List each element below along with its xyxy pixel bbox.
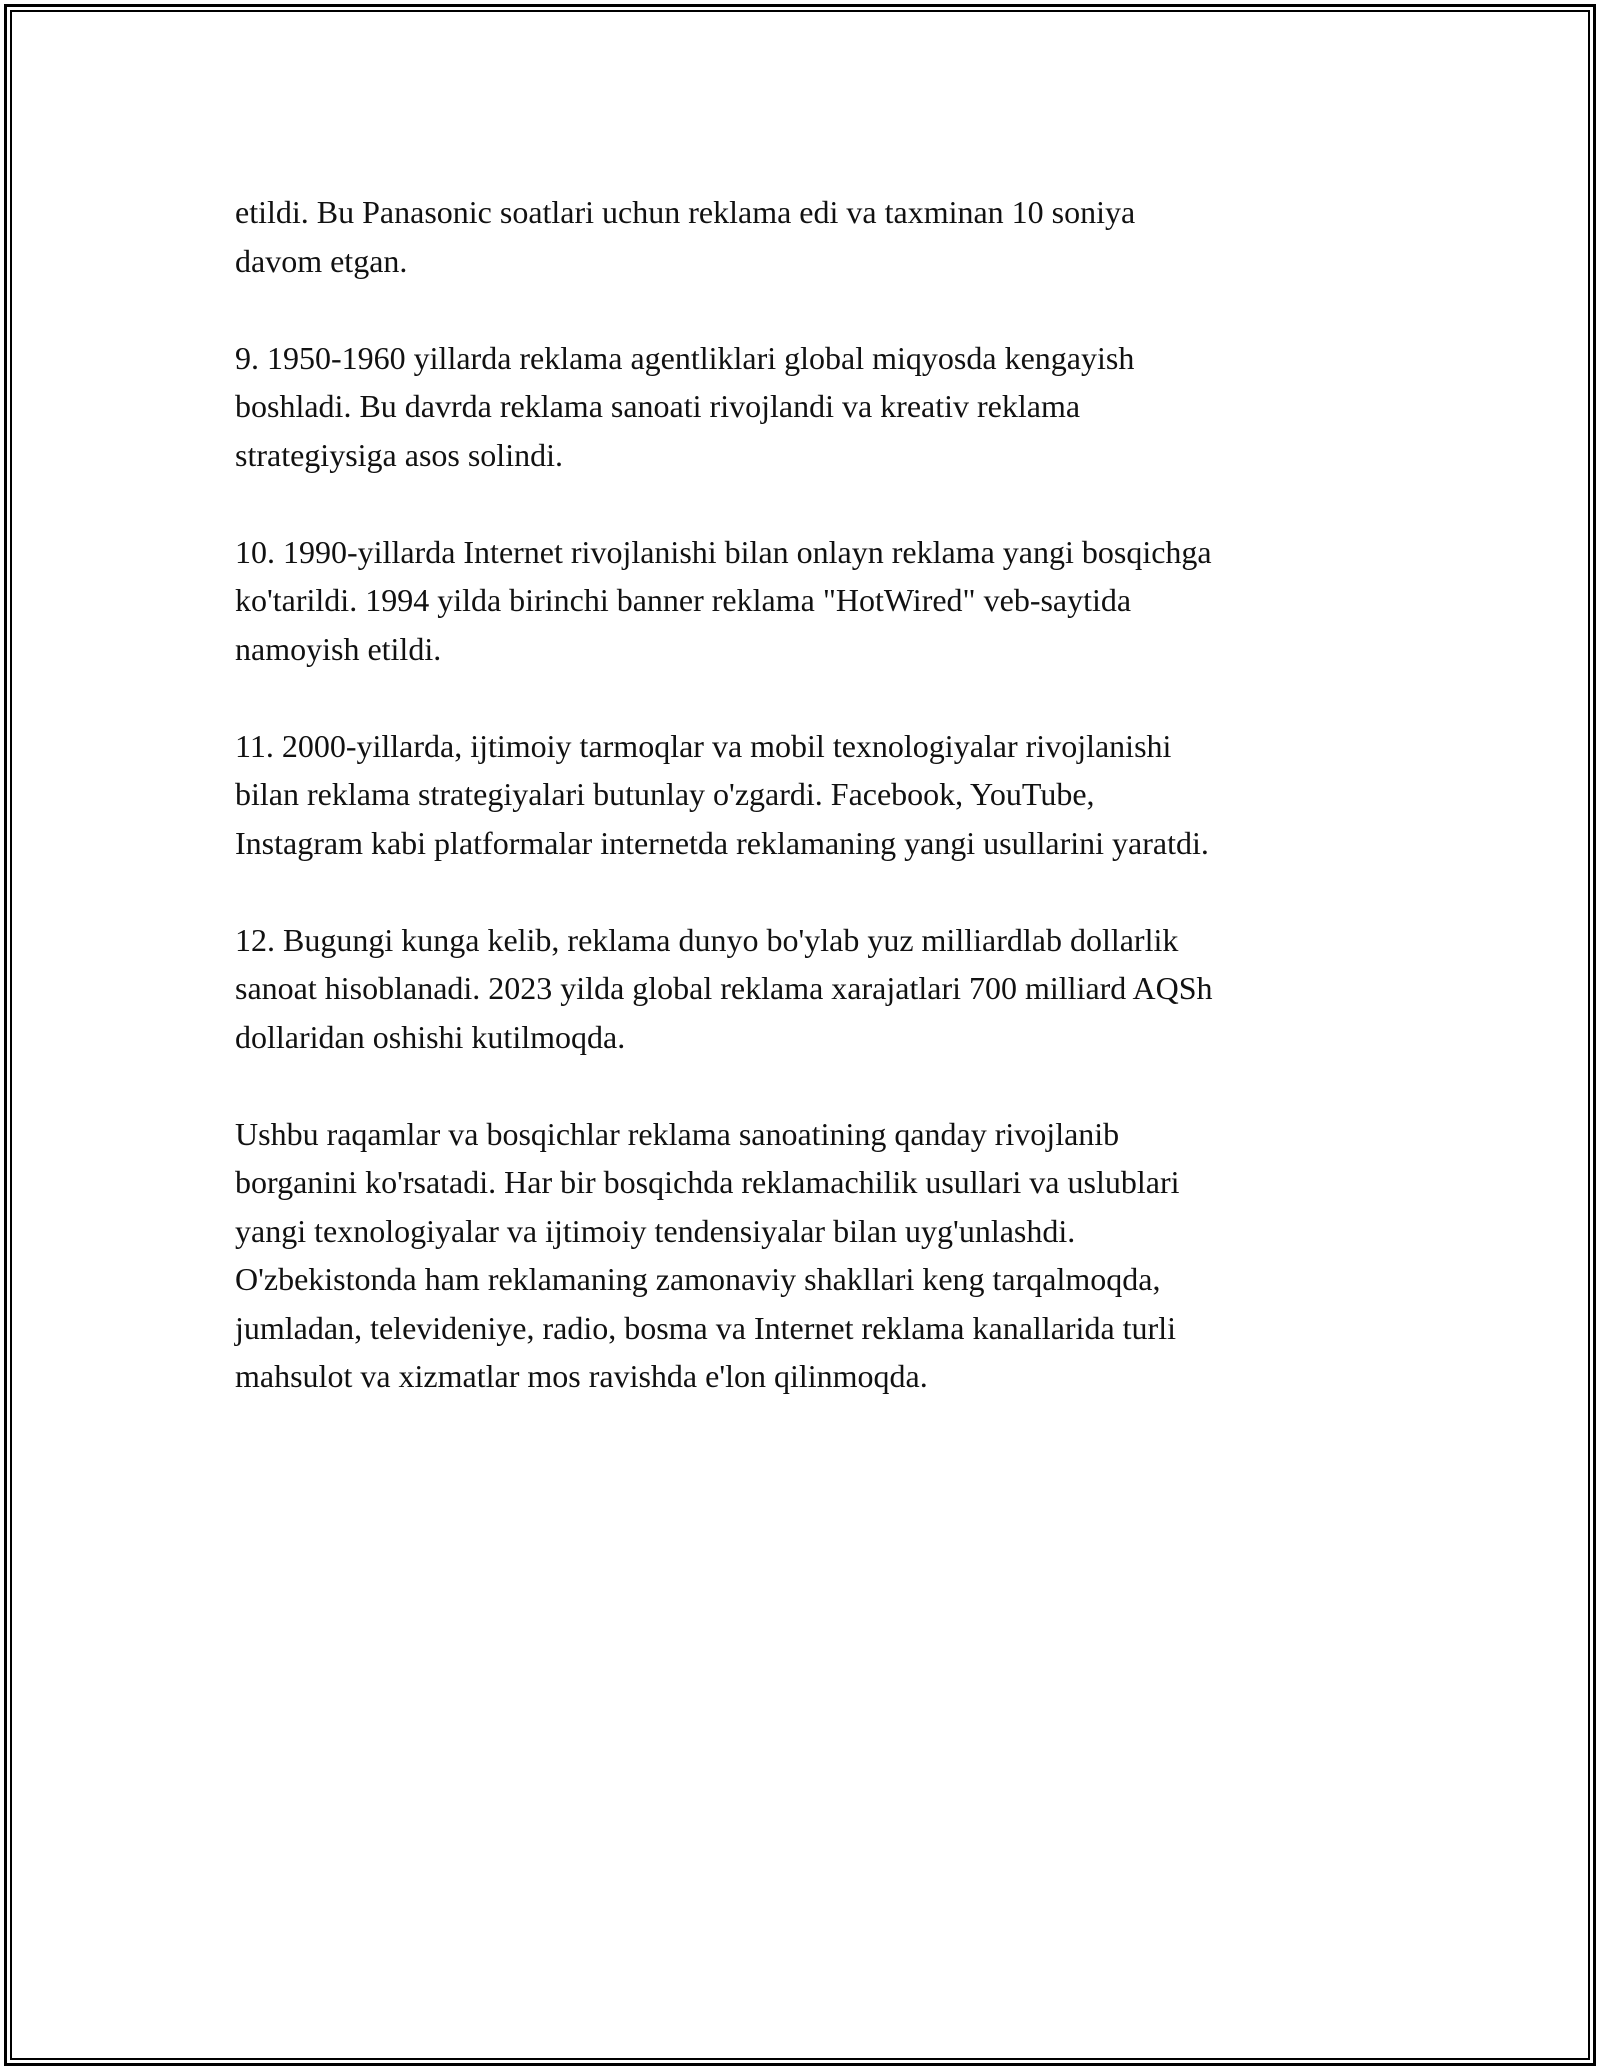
paragraph-item-10: 10. 1990-yillarda Internet rivojlanishi bilan onlayn reklama yangi bosqichga ko'tarildi. 1994 yilda birinchi banner reklama "HotWired" veb-saytida namoyish etildi. xyxy=(235,533,1212,667)
paragraph-continuation: etildi. Bu Panasonic soatlari uchun reklama edi va taxminan 10 soniya davom etgan. xyxy=(235,194,1136,279)
paragraph-item-9: 9. 1950-1960 yillarda reklama agentliklari global miqyosda kengayish boshladi. Bu davrda reklama sanoati rivojlandi va kreativ reklama strategiysiga asos solindi. xyxy=(235,339,1135,473)
paragraph-item-12: 12. Bugungi kunga kelib, reklama dunyo bo'ylab yuz milliardlab dollarlik sanoat hisoblanadi. 2023 yilda global reklama xarajatlari 700 milliard AQSh dollaridan oshishi kutilmoqda. xyxy=(235,921,1213,1055)
paragraph-conclusion: Ushbu raqamlar va bosqichlar reklama sanoatining qanday rivojlanib borganini ko'rsatadi. Har bir bosqichda reklamachilik usullari va uslublari yangi texnologiyalar va ijtimoiy tendensiyalar bilan uyg'unlashdi. O'zbekistonda ham reklamaning zamonaviy shakllari keng tarqalmoqda, jumladan, televideniye, radio, bosma va Internet reklama kanallarida turli mahsulot va xizmatlar mos ravishda e'lon qilinmoqda. xyxy=(235,1115,1180,1394)
document-body xyxy=(235,188,1385,1449)
paragraph-item-11: 11. 2000-yillarda, ijtimoiy tarmoqlar va mobil texnologiyalar rivojlanishi bilan reklama strategiyalari butunlay o'zgardi. Facebook, YouTube, Instagram kabi platformalar internetda reklamaning yangi usullarini yaratdi. xyxy=(235,727,1209,861)
